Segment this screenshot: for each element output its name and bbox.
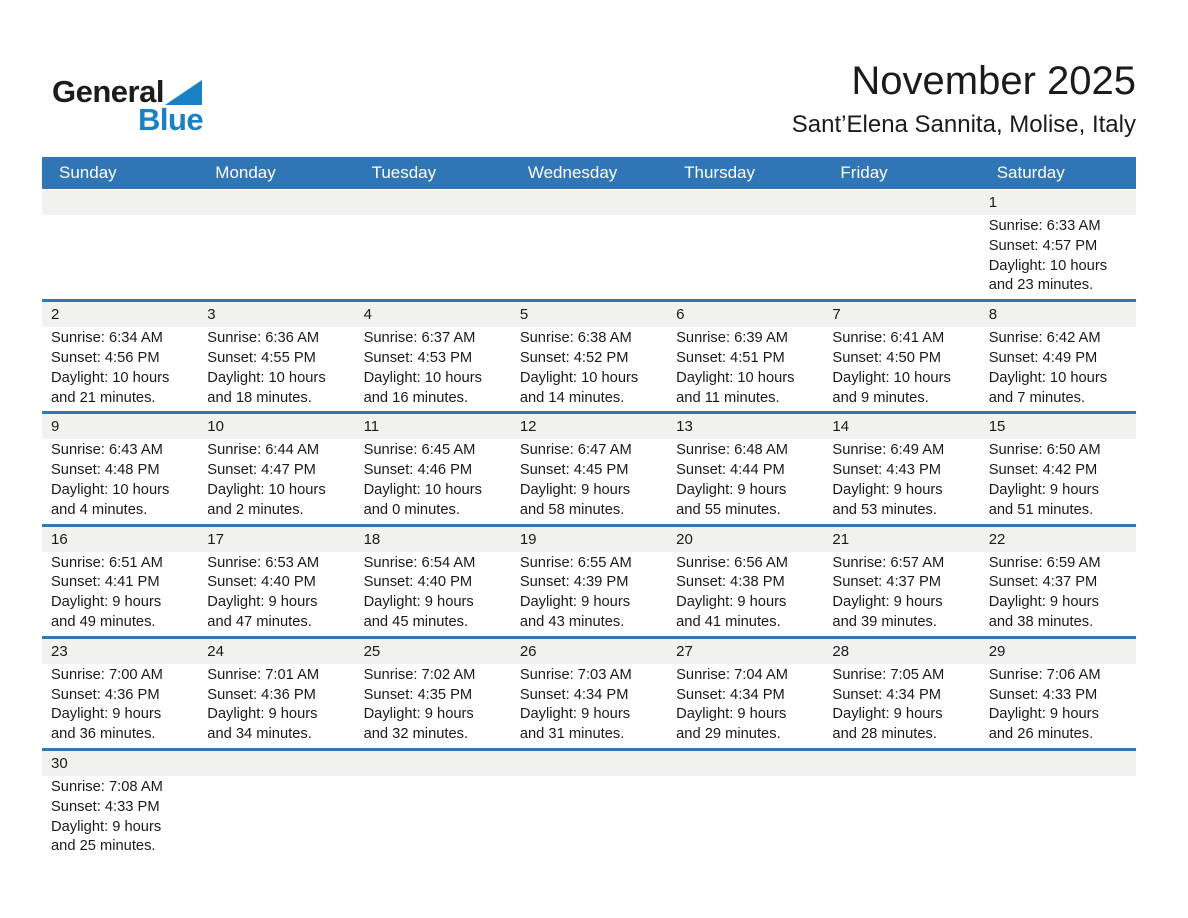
day-info-line: Daylight: 9 hours [676,706,787,723]
day-cell [355,439,511,523]
day-info-line: Sunrise: 6:39 AM [676,330,788,347]
title-block [792,58,1136,139]
weekday-header-sunday: Sunday [59,163,117,182]
day-cell [42,327,198,411]
day-info-line: Sunset: 4:56 PM [51,349,160,366]
empty-day-cell [980,776,1136,860]
empty-day-number [667,190,823,216]
day-number: 29 [988,642,1006,660]
day-info-line: Sunset: 4:45 PM [519,462,629,479]
day-info-line: Sunset: 4:37 PM [832,574,942,591]
day-number-band [42,190,1136,215]
day-info-line: Sunset: 4:43 PM [832,462,942,479]
day-number: 6 [676,306,685,324]
day-info-line: Sunrise: 6:44 AM [207,442,320,459]
weekday-header-row [42,157,1136,189]
day-number: 28 [832,642,850,660]
day-info-line: and 0 minutes. [363,501,460,518]
day-info-line: Daylight: 10 hours [363,369,482,386]
day-info-line: Sunrise: 6:51 AM [51,554,163,571]
day-info-line: Daylight: 9 hours [363,706,474,723]
empty-day-cell [198,776,354,860]
day-cell [198,552,354,636]
day-cell [355,552,511,636]
day-info-line: Sunset: 4:53 PM [363,349,473,366]
day-info-line: Sunset: 4:51 PM [676,349,785,366]
day-info-line: and 28 minutes. [832,726,937,743]
day-info-line: Sunset: 4:47 PM [207,462,316,479]
day-info-line: Daylight: 9 hours [676,594,787,611]
empty-day-cell [667,215,823,299]
day-cell [667,664,823,748]
empty-day-number [511,190,667,216]
day-cell [823,327,979,411]
day-info-line: Sunrise: 6:33 AM [988,218,1101,234]
day-info-line: Sunset: 4:52 PM [519,349,629,366]
day-number-band [42,302,1136,327]
day-info-line: and 41 minutes. [676,613,781,630]
day-info-line: and 21 minutes. [51,389,156,406]
day-info-line: Sunrise: 6:50 AM [988,442,1101,459]
day-cell [511,664,667,748]
day-info-line: Daylight: 10 hours [676,369,795,386]
day-info-line: Sunrise: 7:01 AM [207,666,320,683]
day-info-line: Sunrise: 6:49 AM [832,442,945,459]
day-number-band [42,751,1136,776]
day-info-line: and 53 minutes. [832,501,937,518]
empty-day-number [198,190,354,216]
page-title: November 2025 [851,59,1136,103]
day-details-row [42,215,1136,299]
day-info-line: Daylight: 9 hours [363,594,474,611]
day-info-line: Sunrise: 7:04 AM [676,666,788,683]
day-number: 20 [676,530,693,548]
day-info-line: and 9 minutes. [832,389,929,406]
weekday-header-tuesday: Tuesday [371,163,437,182]
day-info-line: Sunset: 4:38 PM [676,574,785,591]
empty-day-cell [667,776,823,860]
day-info-line: Daylight: 10 hours [988,257,1108,274]
day-number: 11 [363,418,380,436]
day-info-line: Sunrise: 6:38 AM [519,330,632,347]
day-number: 9 [51,418,60,436]
day-info-line: Daylight: 10 hours [207,481,326,498]
day-info-line: Sunrise: 6:43 AM [51,442,163,459]
day-info-line: Sunset: 4:33 PM [988,686,1098,703]
day-info-line: Daylight: 10 hours [51,369,170,386]
day-number: 1 [988,194,998,211]
day-info-line: and 18 minutes. [207,389,312,406]
weekday-header-friday: Friday [840,163,888,182]
calendar-table [42,157,1136,860]
day-info-line: Sunrise: 6:37 AM [363,330,476,347]
day-info-line: and 26 minutes. [988,726,1094,743]
day-info-line: Sunset: 4:40 PM [207,574,316,591]
empty-day-number [823,751,979,777]
day-info-line: and 25 minutes. [51,838,156,855]
week-row [42,411,1136,523]
day-number: 21 [832,530,850,548]
day-info-line: Sunset: 4:37 PM [988,574,1098,591]
day-cell [980,664,1136,748]
day-info-line: Daylight: 9 hours [51,818,162,835]
empty-day-number [980,751,1136,777]
day-info-line: Sunset: 4:41 PM [51,574,160,591]
week-row [42,636,1136,748]
day-cell [355,664,511,748]
day-number: 24 [207,642,224,660]
day-info-line: and 39 minutes. [832,613,937,630]
day-info-line: and 36 minutes. [51,726,156,743]
day-info-line: Daylight: 10 hours [519,369,639,386]
day-info-line: Daylight: 9 hours [832,594,943,611]
weekday-header-monday: Monday [215,163,276,182]
general-blue-logo [52,76,203,135]
day-details-row [42,776,1136,860]
day-info-line: Sunrise: 6:34 AM [51,330,163,347]
weekday-header-wednesday: Wednesday [527,163,618,182]
day-info-line: Sunrise: 6:45 AM [363,442,476,459]
day-number: 30 [51,754,68,772]
day-number: 2 [51,306,60,324]
day-info-line: Sunset: 4:36 PM [207,686,316,703]
day-number: 22 [988,530,1006,548]
day-info-line: Sunrise: 7:05 AM [832,666,945,683]
day-info-line: Sunset: 4:42 PM [988,462,1098,479]
day-info-line: Sunset: 4:34 PM [832,686,942,703]
day-info-line: Sunset: 4:44 PM [676,462,785,479]
logo-text-blue: Blue [138,102,204,137]
day-number: 12 [519,418,537,436]
day-info-line: and 32 minutes. [363,726,469,743]
day-info-line: Daylight: 9 hours [676,481,787,498]
day-cell [823,552,979,636]
day-info-line: Sunset: 4:33 PM [51,798,160,815]
day-info-line: Sunrise: 6:36 AM [207,330,320,347]
day-info-line: Daylight: 9 hours [51,706,162,723]
day-info-line: Sunrise: 6:53 AM [207,554,320,571]
day-info-line: and 45 minutes. [363,613,469,630]
day-info-line: and 11 minutes. [676,389,780,406]
day-number: 25 [363,642,381,660]
empty-day-number [823,190,979,216]
day-info-line: and 29 minutes. [676,726,781,743]
day-number: 7 [832,306,841,324]
day-info-line: Daylight: 9 hours [519,481,631,498]
day-number: 15 [988,418,1006,436]
day-info-line: Sunrise: 6:59 AM [988,554,1101,571]
day-cell [667,439,823,523]
empty-day-cell [198,215,354,299]
day-info-line: and 2 minutes. [207,501,304,518]
day-cell [980,215,1136,299]
empty-day-number [511,751,667,777]
day-info-line: and 7 minutes. [988,389,1086,406]
week-row [42,190,1136,299]
day-info-line: and 49 minutes. [51,613,156,630]
day-info-line: Daylight: 10 hours [363,481,482,498]
day-info-line: Sunrise: 7:06 AM [988,666,1101,683]
empty-day-number [355,190,511,216]
logo-text-general: General [52,74,164,109]
day-cell [980,552,1136,636]
empty-day-cell [823,215,979,299]
day-number: 4 [363,306,372,324]
day-info-line: Daylight: 10 hours [207,369,326,386]
day-cell [198,664,354,748]
day-info-line: Sunset: 4:35 PM [363,686,473,703]
empty-day-cell [823,776,979,860]
day-cell [511,327,667,411]
day-info-line: and 31 minutes. [519,726,625,743]
day-info-line: Sunrise: 7:00 AM [51,666,163,683]
day-info-line: Daylight: 9 hours [988,481,1099,498]
day-info-line: Sunrise: 6:47 AM [519,442,632,459]
day-info-line: and 51 minutes. [988,501,1094,518]
day-info-line: Daylight: 9 hours [51,594,162,611]
day-cell [511,439,667,523]
day-info-line: Sunrise: 6:55 AM [519,554,632,571]
day-info-line: Sunset: 4:39 PM [519,574,629,591]
calendar-grid [42,190,1136,860]
day-cell [198,327,354,411]
day-number: 26 [519,642,537,660]
day-details-row [42,664,1136,748]
day-info-line: Sunset: 4:50 PM [832,349,942,366]
day-number: 17 [207,530,224,548]
day-cell [823,439,979,523]
day-cell [511,552,667,636]
day-info-line: and 47 minutes. [207,613,312,630]
day-info-line: Daylight: 9 hours [988,706,1099,723]
day-info-line: Sunrise: 6:54 AM [363,554,476,571]
day-info-line: and 43 minutes. [519,613,625,630]
empty-day-number [667,751,823,777]
day-info-line: and 4 minutes. [51,501,148,518]
day-info-line: and 58 minutes. [519,501,625,518]
day-info-line: Sunrise: 6:56 AM [676,554,788,571]
day-cell [42,439,198,523]
week-row [42,299,1136,411]
day-info-line: Sunrise: 6:48 AM [676,442,788,459]
empty-day-cell [42,215,198,299]
day-info-line: and 38 minutes. [988,613,1094,630]
day-cell [355,327,511,411]
day-info-line: Sunset: 4:46 PM [363,462,473,479]
day-info-line: Sunset: 4:49 PM [988,349,1098,366]
day-info-line: Sunrise: 7:08 AM [51,778,163,795]
day-info-line: Sunrise: 6:41 AM [832,330,945,347]
day-details-row [42,327,1136,411]
day-info-line: Daylight: 9 hours [988,594,1099,611]
day-info-line: Sunset: 4:55 PM [207,349,316,366]
day-info-line: Sunset: 4:36 PM [51,686,160,703]
day-info-line: Daylight: 10 hours [988,369,1108,386]
day-number-band [42,414,1136,439]
day-number-band [42,639,1136,664]
day-info-line: Sunset: 4:34 PM [676,686,785,703]
day-cell [198,439,354,523]
day-details-row [42,439,1136,523]
day-number: 16 [51,530,68,548]
day-number: 27 [676,642,693,660]
day-number: 23 [51,642,68,660]
empty-day-cell [511,776,667,860]
empty-day-number [355,751,511,777]
day-info-line: Sunrise: 6:42 AM [988,330,1101,347]
day-number-band [42,527,1136,552]
week-row [42,524,1136,636]
empty-day-number [198,751,354,777]
day-info-line: Daylight: 9 hours [832,706,943,723]
day-cell [667,327,823,411]
day-cell [980,439,1136,523]
day-number: 18 [363,530,381,548]
day-info-line: Sunset: 4:57 PM [988,237,1098,254]
day-number: 19 [519,530,537,548]
day-cell [42,664,198,748]
day-info-line: and 23 minutes. [988,277,1094,294]
day-number: 5 [519,306,529,324]
empty-day-number [42,190,198,216]
day-number: 8 [988,306,998,324]
day-number: 14 [832,418,850,436]
empty-day-cell [511,215,667,299]
day-info-line: and 55 minutes. [676,501,781,518]
weekday-header-thursday: Thursday [684,163,756,182]
day-info-line: and 16 minutes. [363,389,469,406]
day-info-line: Daylight: 9 hours [519,706,631,723]
day-details-row [42,552,1136,636]
day-info-line: Daylight: 10 hours [832,369,951,386]
day-number: 10 [207,418,224,436]
day-number: 3 [207,306,216,324]
day-cell [823,664,979,748]
location-subtitle: Sant’Elena Sannita, Molise, Italy [791,111,1136,138]
day-info-line: and 14 minutes. [519,389,625,406]
day-number: 13 [676,418,693,436]
weekday-header-saturday: Saturday [996,163,1065,182]
empty-day-cell [355,215,511,299]
day-cell [42,776,198,860]
day-info-line: Daylight: 9 hours [832,481,943,498]
empty-day-cell [355,776,511,860]
day-info-line: Sunset: 4:40 PM [363,574,473,591]
day-cell [42,552,198,636]
day-info-line: Sunrise: 7:03 AM [519,666,632,683]
day-info-line: and 34 minutes. [207,726,312,743]
day-info-line: Daylight: 9 hours [207,594,318,611]
day-info-line: Daylight: 9 hours [519,594,631,611]
week-row [42,748,1136,860]
day-info-line: Daylight: 9 hours [207,706,318,723]
day-info-line: Sunrise: 7:02 AM [363,666,476,683]
day-info-line: Sunset: 4:34 PM [519,686,629,703]
day-cell [667,552,823,636]
day-info-line: Sunset: 4:48 PM [51,462,160,479]
day-info-line: Sunrise: 6:57 AM [832,554,945,571]
day-info-line: Daylight: 10 hours [51,481,170,498]
day-cell [980,327,1136,411]
